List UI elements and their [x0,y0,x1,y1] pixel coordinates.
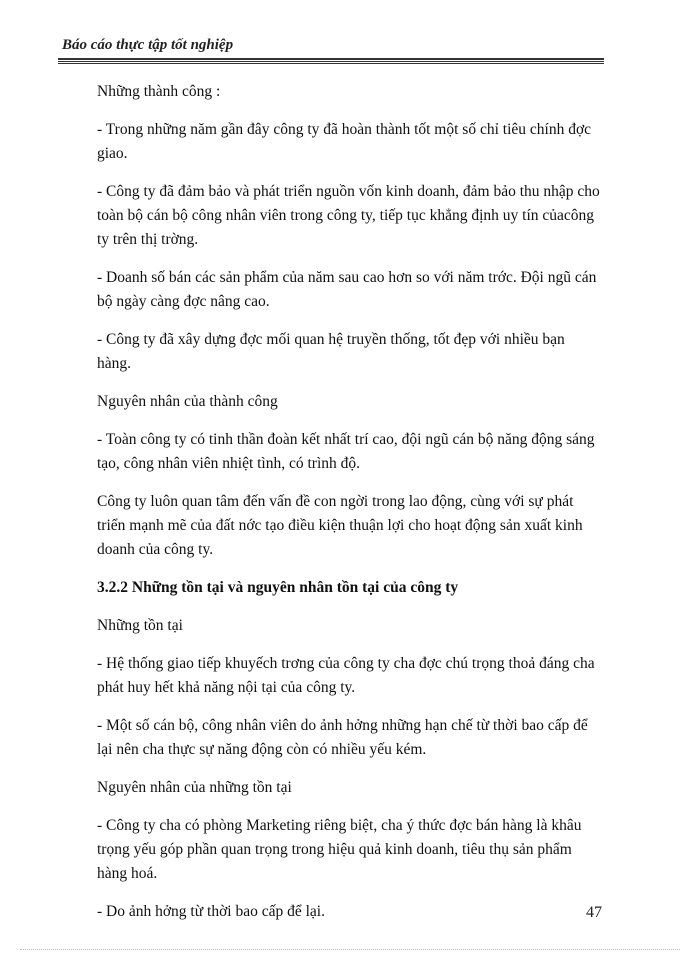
paragraph: - Công ty cha có phòng Marketing riêng biệt, cha ý thức đợc bán hàng là khâu trọng yếu góp phần quan trọng trong hiệu quả kinh doanh, tiêu thụ sản phẩm hàng hoá. [97,817,582,882]
section-heading: 3.2.2 Những tồn tại và nguyên nhân tồn tại của công ty [97,579,459,596]
page-header-title: Báo cáo thực tập tốt nghiệp [62,37,234,53]
paragraph: - Công ty đã đảm bảo và phát triển nguồn vốn kinh doanh, đảm bảo thu nhập cho toàn bộ cán bộ công nhân viên trong công ty, tiếp tục khẳng định uy tín củacông ty trên thị trờng. [97,183,600,248]
paragraph: - Công ty đã xây dựng đợc mối quan hệ truyền thống, tốt đẹp với nhiều bạn hàng. [97,331,565,372]
document-body [97,80,602,938]
paragraph-label: Những thành công : [97,83,221,100]
paragraph: - Do ảnh hởng từ thời bao cấp để lại. [97,903,325,920]
paragraph: - Doanh số bán các sản phẩm của năm sau cao hơn so với năm trớc. Đội ngũ cán bộ ngày càng đợc nâng cao. [97,269,597,310]
header-rule-top [58,58,604,60]
paragraph: - Trong những năm gần đây công ty đã hoàn thành tốt một số chỉ tiêu chính đợc giao. [97,121,592,162]
paragraph: - Toàn công ty có tinh thần đoàn kết nhất trí cao, đội ngũ cán bộ năng động sáng tạo, công nhân viên nhiệt tình, có trình độ. [97,431,595,472]
header-rule-bottom [58,63,604,64]
paragraph: - Một số cán bộ, công nhân viên do ảnh hởng những hạn chế từ thời bao cấp để lại nên cha thực sự năng động còn có nhiều yếu kém. [97,717,588,758]
paragraph-label: Nguyên nhân của thành công [97,393,278,410]
paragraph-label: Nguyên nhân của những tồn tại [97,779,292,796]
page-number: 47 [586,904,602,921]
paragraph: - Hệ thống giao tiếp khuyếch trơng của công ty cha đợc chú trọng thoả đáng cha phát huy hết khả năng nội tại của công ty. [97,655,595,696]
paragraph: Công ty luôn quan tâm đến vấn đề con ngời trong lao động, cùng với sự phát triển mạnh mẽ của đất nớc tạo điều kiện thuận lợi cho hoạt động sản xuất kinh doanh của công ty. [97,493,583,558]
paragraph-label: Những tồn tại [97,617,183,634]
header-rule-middle [58,61,604,62]
footer-divider [20,949,680,950]
